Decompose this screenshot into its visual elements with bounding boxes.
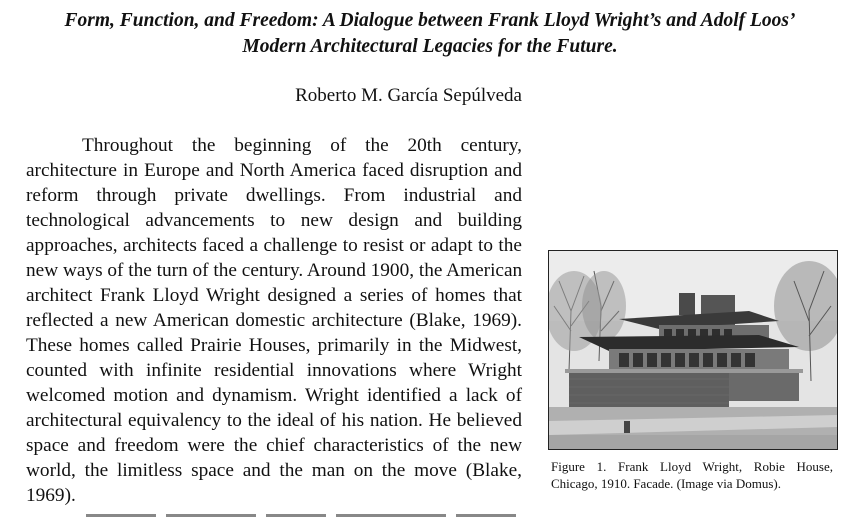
body-line: space and freedom were the chief characteristics of the new — [26, 435, 522, 456]
caption-line: Figure 1. Frank Lloyd Wright, Robie House, — [551, 459, 833, 474]
body-line: architecture in Europe and North America faced disruption and — [26, 160, 522, 181]
figure-caption — [551, 458, 833, 492]
body-line: reflected a new American domestic architecture (Blake, 1969). — [26, 310, 522, 331]
body-line: welcomed motion and dynamism. Wright identified a lack of — [26, 385, 522, 406]
body-paragraph — [26, 133, 522, 508]
paper-title — [0, 8, 860, 60]
title-line-1: Form, Function, and Freedom: A Dialogue between Frank Lloyd Wright’s and Adolf Loos’ — [64, 10, 796, 31]
body-line: counted with infinite residential innovations where Wright — [26, 360, 522, 381]
body-line: new ways of the turn of the century. Around 1900, the American — [26, 260, 523, 281]
body-line: reform through private dwellings. From industrial and — [26, 185, 522, 206]
author-name: Roberto M. García Sepúlveda — [295, 85, 522, 106]
body-line: architect Frank Lloyd Wright designed a series of homes that — [26, 285, 522, 306]
robie-house-photo — [548, 250, 838, 450]
body-line: Throughout the beginning of the 20th century, — [82, 135, 522, 156]
body-line: architectural equivalency to the ideal of his nation. He believed — [26, 410, 522, 431]
body-line: technological advancements to new design and building — [26, 210, 522, 231]
cropped-next-line — [26, 510, 522, 517]
body-line: approaches, architects faced a challenge to resist or adapt to the — [26, 235, 522, 256]
body-line: 1969). — [26, 485, 76, 506]
caption-line: Chicago, 1910. Facade. (Image via Domus). — [551, 476, 781, 491]
title-line-2: Modern Architectural Legacies for the Future. — [242, 36, 618, 57]
body-line: These homes called Prairie Houses, primarily in the Midwest, — [26, 335, 522, 356]
body-line: world, the limitless space and the man on the move (Blake, — [26, 460, 522, 481]
